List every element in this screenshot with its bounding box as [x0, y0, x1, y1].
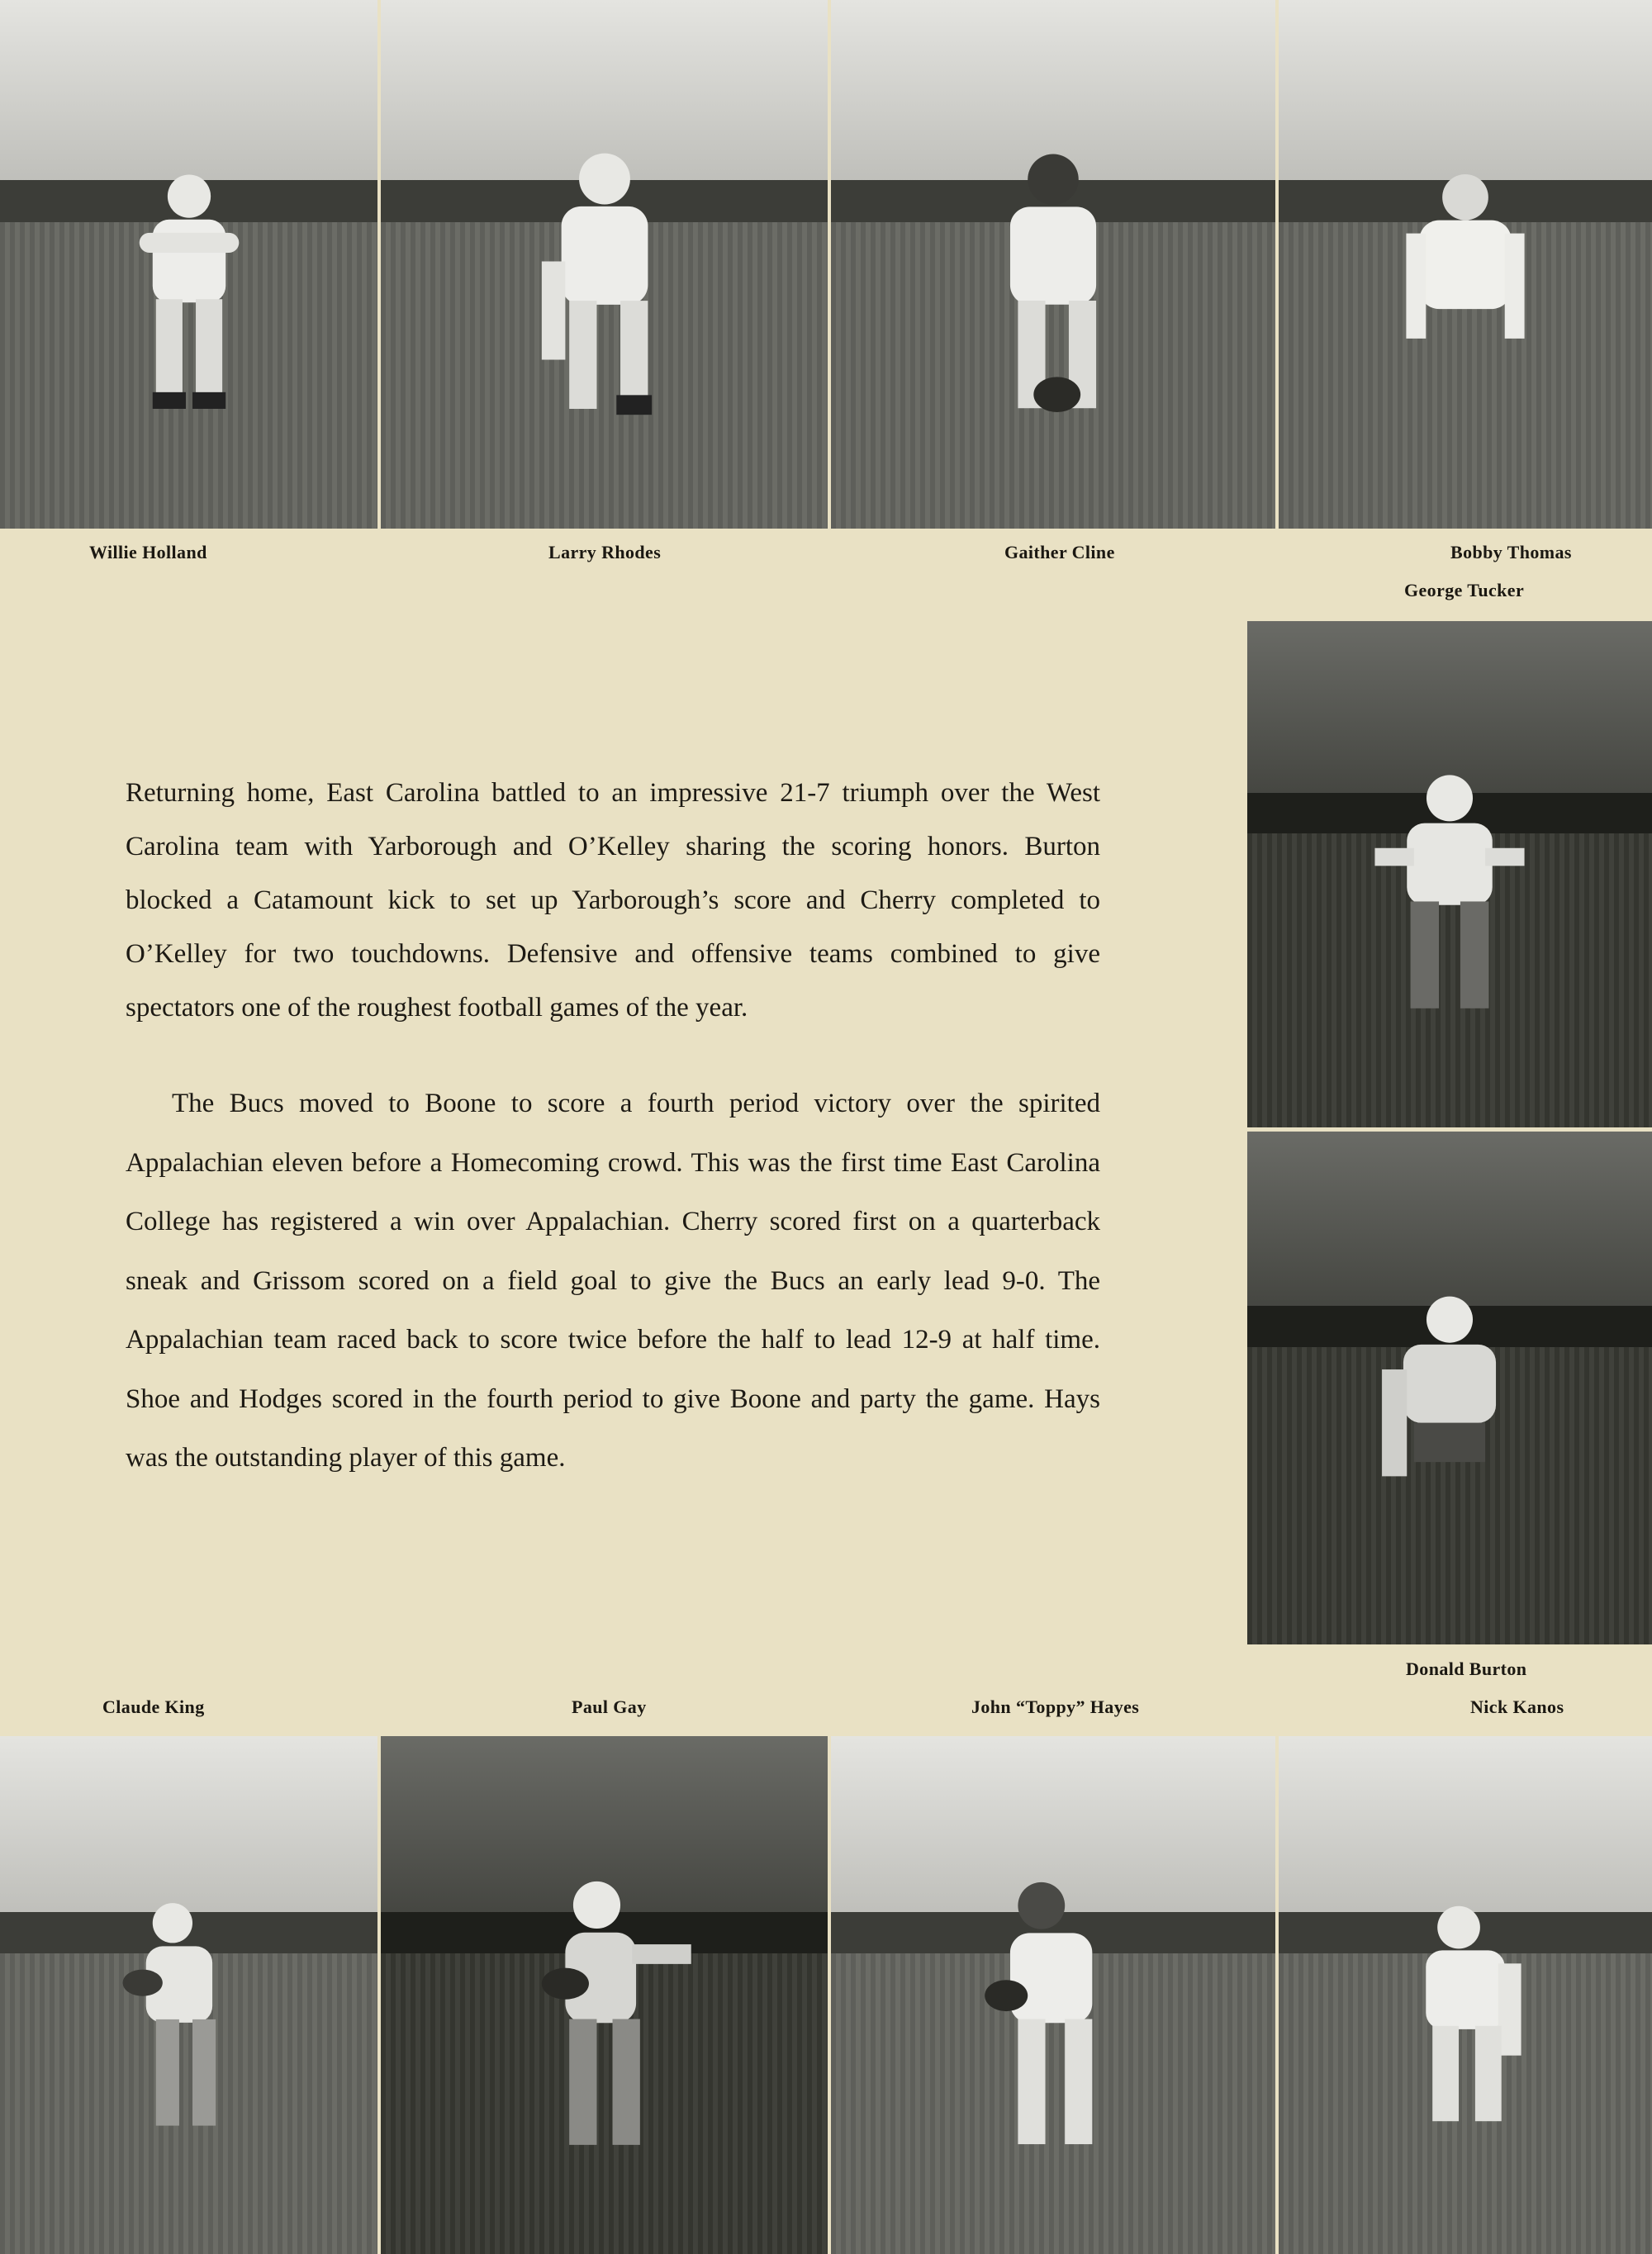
- football-player-figure: [106, 1850, 272, 2192]
- caption-larry-rhodes: Larry Rhodes: [548, 542, 662, 562]
- caption-nick-kanos: Nick Kanos: [1470, 1696, 1564, 1717]
- football-player-figure: [506, 1850, 702, 2192]
- photo-paul-gay: [381, 1736, 828, 2254]
- caption-paul-gay: Paul Gay: [572, 1696, 647, 1717]
- football-player-figure: [1384, 1850, 1548, 2192]
- football-player-figure: [956, 116, 1151, 465]
- football-player-figure: [106, 116, 272, 465]
- football-player-figure: [1360, 1245, 1539, 1583]
- photo-larry-rhodes: [381, 0, 828, 529]
- photo-gaither-cline: [831, 0, 1275, 529]
- photo-donald-burton: [1247, 1132, 1652, 1644]
- photo-claude-king: [0, 1736, 377, 2254]
- football-player-figure: [956, 1850, 1151, 2192]
- photo-john-toppy-hayes: [831, 1736, 1275, 2254]
- caption-john-toppy-hayes: John “Toppy” Hayes: [971, 1696, 1140, 1717]
- photo-bobby-thomas: [1279, 0, 1652, 529]
- article-text: [126, 766, 1100, 1488]
- football-player-figure: [1360, 733, 1539, 1067]
- caption-george-tucker: George Tucker: [1404, 580, 1525, 600]
- football-player-figure: [1384, 116, 1548, 465]
- article-paragraph-2: The Bucs moved to Boone to score a fourth period victory over the spirited Appalachian eleven before a Homecoming crowd. This was the first time East Carolina College has registered a win over Appalachian. Cherry scored first on a quarterback sneak and Grissom scored on a field goal to give the Bucs an early lead 9-0. The Appalachian team raced back to score twice before the half to lead 12-9 at half time. Shoe and Hodges scored in the fourth period to give Boone and party the game. Hays was the outstanding player of this game.: [126, 1089, 1100, 1473]
- caption-bobby-thomas: Bobby Thomas: [1450, 542, 1572, 562]
- article-paragraph-1: Returning home, East Carolina battled to an impressive 21-7 triumph over the West Carolina team with Yarborough and O’Kelley sharing the scoring honors. Burton blocked a Catamount kick to set up Yarborough’s score and Cherry completed to O’Kelley for two touchdowns. Defensive and offensive teams combined to give spectators one of the roughest football games of the year.: [126, 778, 1100, 1023]
- photo-willie-holland: [0, 0, 377, 529]
- caption-willie-holland: Willie Holland: [89, 542, 207, 562]
- photo-george-tucker: [1247, 621, 1652, 1127]
- caption-donald-burton: Donald Burton: [1406, 1658, 1527, 1679]
- football-player-figure: [506, 116, 702, 465]
- caption-gaither-cline: Gaither Cline: [1004, 542, 1115, 562]
- photo-nick-kanos: [1279, 1736, 1652, 2254]
- caption-claude-king: Claude King: [102, 1696, 205, 1717]
